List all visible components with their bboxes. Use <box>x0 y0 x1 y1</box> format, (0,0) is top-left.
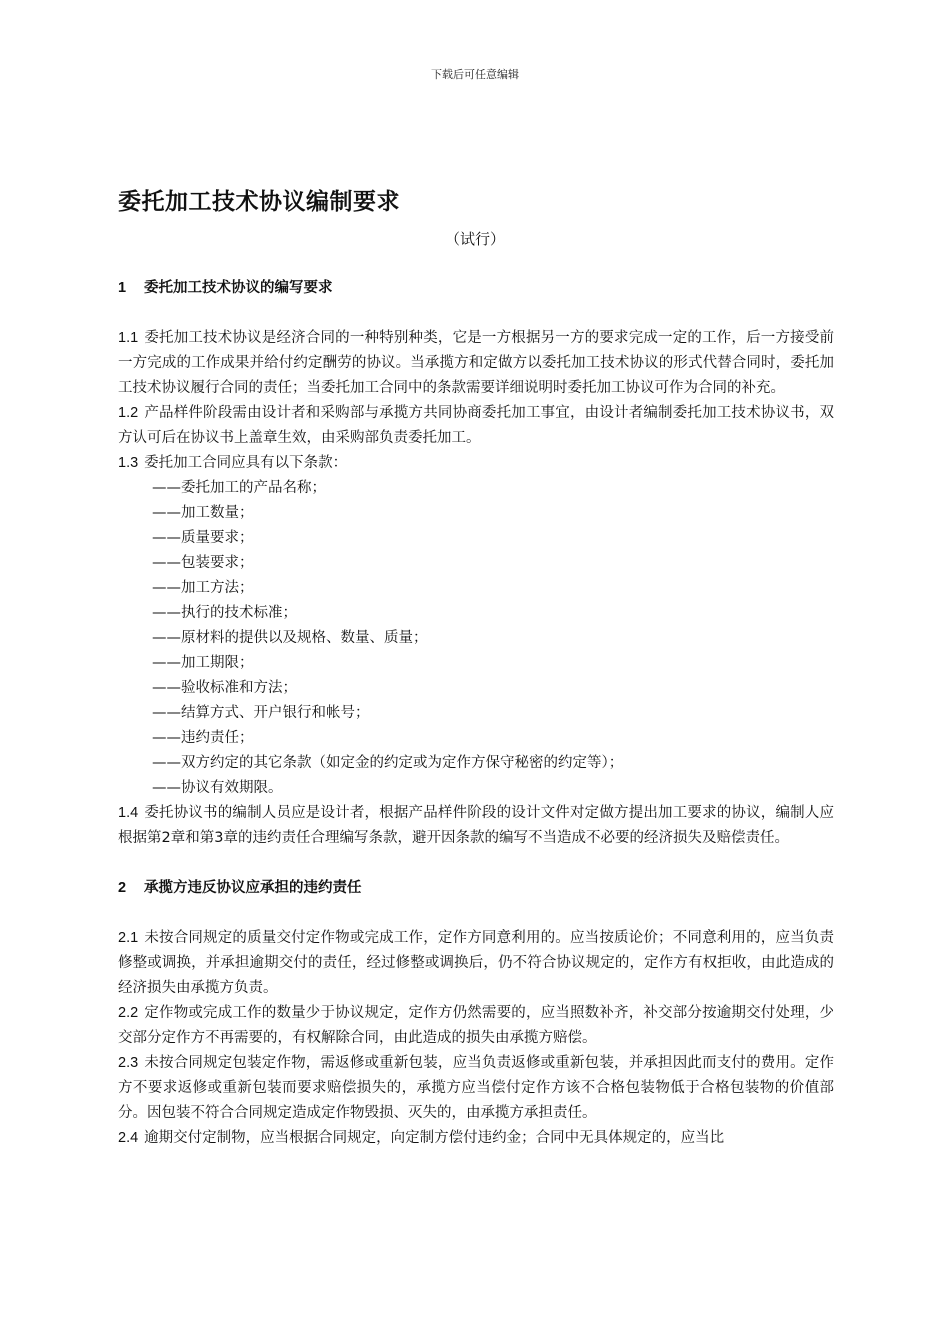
list-item: ——执行的技术标准； <box>152 605 297 621</box>
list-item: ——委托加工的产品名称； <box>152 480 326 496</box>
paragraph-text: 委托协议书的编制人员应是设计者，根据产品样件阶段的设计文件对定做方提出加工要求的协议，编制人应根据第2章和第3章的违约责任合理编写条款，避开因条款的编写不当造成不必要的经济损失及赔偿责任。 <box>118 805 834 846</box>
paragraph-number: 2.2 <box>118 1005 139 1021</box>
section-2-heading <box>118 876 834 901</box>
document-body <box>118 276 834 1151</box>
section-number: 2 <box>118 880 127 896</box>
paragraph-text: 产品样件阶段需由设计者和采购部与承揽方共同协商委托加工事宜，由设计者编制委托加工技术协议书，双方认可后在协议书上盖章生效，由采购部负责委托加工。 <box>118 405 834 446</box>
document-subtitle: （试行） <box>444 230 505 248</box>
paragraph-text: 委托加工合同应具有以下条款： <box>144 455 348 471</box>
paragraph-number: 1.1 <box>118 330 139 346</box>
document-title: 委托加工技术协议编制要求 <box>118 189 400 215</box>
list-item: ——双方约定的其它条款（如定金的约定或为定作方保守秘密的约定等）； <box>152 755 624 771</box>
list-item: ——结算方式、开户银行和帐号； <box>152 705 370 721</box>
paragraph-number: 1.4 <box>118 805 139 821</box>
clause-list <box>118 476 834 801</box>
paragraph-number: 2.1 <box>118 930 139 946</box>
header-note: 下载后可任意编辑 <box>431 68 519 81</box>
paragraph-number: 1.3 <box>118 455 139 471</box>
list-item: ——质量要求； <box>152 530 254 546</box>
paragraph-1-4 <box>118 801 834 851</box>
paragraph-2-2 <box>118 1001 834 1051</box>
list-item: ——加工期限； <box>152 655 254 671</box>
paragraph-2-1 <box>118 926 834 1001</box>
list-item: ——违约责任； <box>152 730 254 746</box>
list-item: ——加工数量； <box>152 505 254 521</box>
list-item: ——原材料的提供以及规格、数量、质量； <box>152 630 428 646</box>
list-item: ——包装要求； <box>152 555 254 571</box>
section-spacer <box>118 851 834 876</box>
section-1-heading <box>118 276 834 301</box>
paragraph-2-4 <box>118 1126 834 1151</box>
list-item: ——加工方法； <box>152 580 254 596</box>
list-item: ——协议有效期限。 <box>152 780 283 796</box>
section-title: 承揽方违反协议应承担的违约责任 <box>144 880 362 896</box>
paragraph-text: 未按合同规定的质量交付定作物或完成工作，定作方同意利用的。应当按质论价；不同意利用的，应当负责修整或调换，并承担逾期交付的责任，经过修整或调换后，仍不符合协议规定的，定作方有权拒收，由此造成的经济损失由承揽方负责。 <box>118 930 834 996</box>
paragraph-text: 逾期交付定制物，应当根据合同规定，向定制方偿付违约金；合同中无具体规定的，应当比 <box>144 1130 725 1146</box>
paragraph-text: 委托加工技术协议是经济合同的一种特别种类，它是一方根据另一方的要求完成一定的工作，后一方接受前一方完成的工作成果并给付约定酬劳的协议。当承揽方和定做方以委托加工技术协议的形式代替合同时，委托加工技术协议履行合同的责任；当委托加工合同中的条款需要详细说明时委托加工协议可作为合同的补充。 <box>118 330 834 396</box>
paragraph-number: 2.4 <box>118 1130 139 1146</box>
paragraph-number: 1.2 <box>118 405 139 421</box>
list-item: ——验收标准和方法； <box>152 680 297 696</box>
section-title: 委托加工技术协议的编写要求 <box>144 280 333 296</box>
section-number: 1 <box>118 280 127 296</box>
paragraph-text: 定作物或完成工作的数量少于协议规定，定作方仍然需要的，应当照数补齐，补交部分按逾期交付处理，少交部分定作方不再需要的，有权解除合同，由此造成的损失由承揽方赔偿。 <box>118 1005 834 1046</box>
paragraph-1-2 <box>118 401 834 451</box>
paragraph-2-3 <box>118 1051 834 1126</box>
paragraph-1-1 <box>118 326 834 401</box>
paragraph-number: 2.3 <box>118 1055 139 1071</box>
paragraph-text: 未按合同规定包装定作物，需返修或重新包装，应当负责返修或重新包装，并承担因此而支付的费用。定作方不要求返修或重新包装而要求赔偿损失的，承揽方应当偿付定作方该不合格包装物低于合格包装物的价值部分。因包装不符合合同规定造成定作物毁损、灭失的，由承揽方承担责任。 <box>118 1055 834 1121</box>
paragraph-1-3 <box>118 451 834 476</box>
